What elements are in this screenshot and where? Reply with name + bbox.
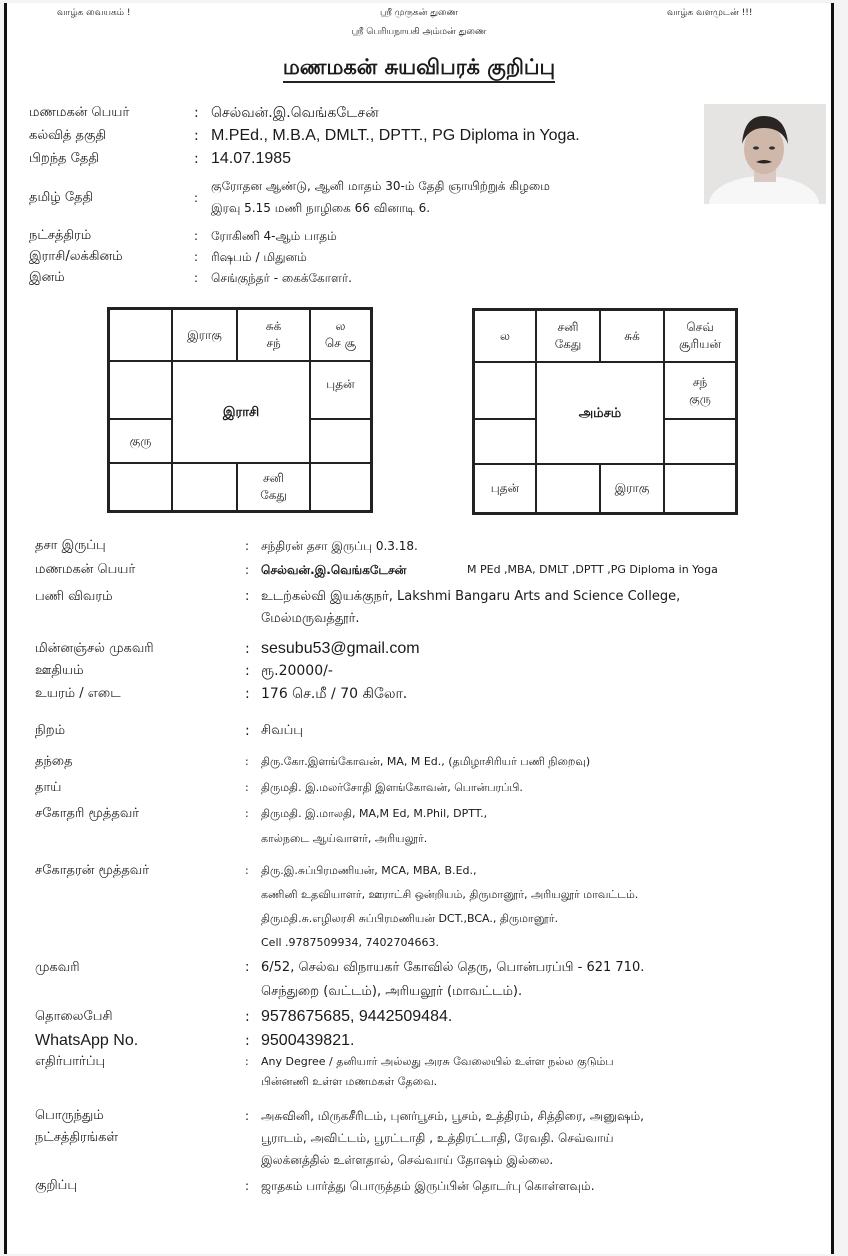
value-email: sesubu53@gmail.com	[261, 640, 420, 657]
planet-label: செ சூ	[324, 336, 357, 350]
value-education: M.PEd., M.B.A, DMLT., DPTT., PG Diploma in Yoga.	[211, 127, 580, 144]
label-height-weight: உயரம் / எடை	[35, 686, 121, 701]
rasi-chart	[107, 307, 373, 513]
value-salary: ரூ.20000/-	[261, 663, 333, 679]
colon: :	[245, 1033, 250, 1049]
colon: :	[245, 563, 250, 577]
amsam-cell	[536, 464, 600, 513]
biodata-page	[4, 3, 834, 1254]
label-expectation: எதிர்பார்ப்பு	[35, 1054, 106, 1069]
amsam-cell	[474, 464, 536, 513]
planet-label: புதன்	[326, 377, 355, 391]
greeting-right: வாழ்க வளமுடன் !!!	[667, 8, 753, 18]
amsam-title: அம்சம்	[578, 405, 622, 421]
value-expectation: Any Degree / தனியார் அல்லது அரசு வேலையில் உள்ள நல்ல குடும்ப	[261, 1055, 614, 1068]
label-rasi: இராசி/லக்கினம்	[29, 249, 123, 264]
value-matching-stars-line3: இலக்னத்தில் உள்ளதால், செவ்வாய் தோஷம் இல்லை.	[261, 1153, 554, 1167]
value-address-line2: செந்துறை (வட்டம்), அரியலூர் (மாவட்டம்).	[261, 984, 523, 999]
value-note: ஜாதகம் பார்த்து பொருத்தம் இருப்பின் தொடர்பு கொள்ளவும்.	[261, 1179, 595, 1193]
colon: :	[194, 250, 199, 264]
amsam-cell	[600, 310, 664, 362]
value-name: செல்வன்.இ.வெங்கடேசன்	[211, 105, 379, 121]
colon: :	[245, 1109, 250, 1123]
label-name: மணமகன் பெயர்	[29, 105, 130, 120]
planet-label: சுக்	[624, 328, 640, 343]
value-star: ரோகிணி 4-ஆம் பாதம்	[211, 229, 337, 243]
amsam-cell	[600, 464, 664, 513]
colon: :	[245, 960, 250, 975]
amsam-cell	[474, 419, 536, 464]
label-star: நட்சத்திரம்	[29, 228, 92, 243]
rasi-cell	[310, 309, 371, 361]
greeting-left: வாழ்க வையகம் !	[57, 8, 131, 18]
colon: :	[194, 151, 199, 167]
value-phone: 9578675685, 9442509484.	[261, 1008, 453, 1025]
value-tamil-time: இரவு 5.15 மணி நாழிகை 66 வினாடி 6.	[211, 201, 431, 215]
person-photo-icon	[704, 104, 826, 204]
title-text: மணமகன் சுயவிபரக் குறிப்பு	[283, 55, 555, 83]
value-address: 6/52, செல்வ விநாயகர் கோவில் தெரு, பொன்பரப்பி - 621 710.	[261, 960, 645, 975]
planet-label: கேது	[554, 337, 582, 351]
value-matching-stars-line2: பூராடம், அவிட்டம், பூரட்டாதி , உத்திரட்டாதி, ரேவதி. செவ்வாய்	[261, 1131, 614, 1145]
rasi-cell	[310, 361, 371, 419]
value-groom-qualification: M PEd ,MBA, DMLT ,DPTT ,PG Diploma in Yoga	[467, 563, 718, 576]
value-whatsapp: 9500439821.	[261, 1032, 355, 1049]
label-elder-sister: சகோதரி மூத்தவர்	[35, 806, 140, 821]
value-elder-brother-job: கணினி உதவியாளர், ஊராட்சி ஒன்றியம், திருமானூர், அரியலூர் மாவட்டம்.	[261, 888, 639, 901]
rasi-cell	[109, 463, 172, 511]
label-father: தந்தை	[35, 754, 73, 769]
label-note: குறிப்பு	[35, 1178, 78, 1193]
label-email: மின்னஞ்சல் முகவரி	[35, 641, 154, 656]
amsam-center	[536, 362, 664, 464]
value-elder-brother-cell: Cell .9787509934, 7402704663.	[261, 936, 440, 949]
colon: :	[245, 781, 249, 794]
colon: :	[194, 128, 199, 144]
groom-photo	[704, 104, 826, 204]
colon: :	[245, 1179, 250, 1193]
planet-label: சூரியன்	[678, 337, 722, 351]
value-father: திரு.கோ.இளங்கோவன், MA, M Ed., (தமிழாசிரியர் பணி நிறைவு)	[261, 755, 591, 768]
label-complexion: நிறம்	[35, 723, 66, 738]
rasi-cell	[310, 419, 371, 463]
planet-label: இராகு	[187, 327, 222, 342]
label-dob: பிறந்த தேதி	[29, 151, 99, 166]
label-elder-brother: சகோதரன் மூத்தவர்	[35, 863, 150, 878]
label-education: கல்வித் தகுதி	[29, 128, 107, 143]
label-whatsapp: WhatsApp No.	[35, 1032, 139, 1049]
label-mother: தாய்	[35, 780, 62, 795]
label-tamil-date: தமிழ் தேதி	[29, 190, 94, 205]
colon: :	[245, 1009, 250, 1025]
rasi-cell	[310, 463, 371, 511]
value-matching-stars: அசுவினி, மிருகசீரிடம், புனர்பூசம், பூசம், உத்திரம், சித்திரை, அனுஷம்,	[261, 1109, 644, 1123]
rasi-cell	[237, 463, 310, 511]
value-height-weight: 176 செ.மீ / 70 கிலோ.	[261, 686, 408, 702]
colon: :	[245, 539, 250, 553]
value-job: உடற்கல்வி இயக்குநர், Lakshmi Bangaru Arts and Science College,	[261, 589, 681, 604]
planet-label: குரு	[129, 433, 152, 448]
colon: :	[245, 807, 249, 820]
value-elder-brother-spouse: திருமதி.சு.எழிலரசி சுப்பிரமணியன் DCT.,BCA., திருமானூர்.	[261, 912, 559, 925]
value-dasa: சந்திரன் தசா இருப்பு 0.3.18.	[261, 539, 418, 553]
planet-label: சந்	[266, 336, 281, 350]
rasi-title: இராசி	[222, 404, 260, 420]
colon: :	[245, 686, 250, 702]
planet-label: சனி	[263, 471, 284, 485]
blessing-line-1: ஸ்ரீ முருகன் துணை	[379, 8, 459, 18]
value-dob: 14.07.1985	[211, 150, 292, 167]
rasi-cell	[172, 463, 237, 511]
planet-label: கேது	[260, 488, 287, 502]
planet-label: ல	[500, 328, 510, 343]
label-salary: ஊதியம்	[35, 663, 84, 678]
value-tamil-date: குரோதன ஆண்டு, ஆனி மாதம் 30-ம் தேதி ஞாயிற்றுக் கிழமை	[211, 179, 550, 193]
rasi-cell	[109, 361, 172, 419]
page-title	[7, 55, 831, 82]
rasi-cell	[109, 419, 172, 463]
value-groom-name: செல்வன்.இ.வெங்கடேசன்	[261, 563, 407, 577]
value-complexion: சிவப்பு	[261, 723, 303, 738]
label-phone: தொலைபேசி	[35, 1009, 113, 1024]
value-elder-brother: திரு.இ.சுப்பிரமணியன், MCA, MBA, B.Ed.,	[261, 864, 477, 877]
amsam-cell	[664, 464, 736, 513]
value-job-place: மேல்மருவத்தூர்.	[261, 611, 360, 626]
colon: :	[245, 864, 249, 877]
colon: :	[245, 755, 249, 768]
rasi-cell	[172, 309, 237, 361]
rasi-cell	[109, 309, 172, 361]
value-community: செங்குந்தர் - கைக்கோளர்.	[211, 271, 352, 285]
colon: :	[245, 723, 250, 739]
value-elder-sister: திருமதி. இ.மாலதி, MA,M Ed, M.Phil, DPTT.,	[261, 807, 488, 820]
colon: :	[245, 663, 250, 679]
label-job: பணி விவரம்	[35, 589, 113, 604]
planet-label: சந்	[692, 374, 708, 389]
blessing-line-2: ஸ்ரீ பெரியநாயகி அம்மன் துணை	[351, 27, 487, 37]
colon: :	[194, 271, 199, 285]
label-address: முகவரி	[35, 960, 80, 975]
planet-label: ல	[335, 319, 346, 333]
value-elder-sister-job: கால்நடை ஆய்வாளர், அரியலூர்.	[261, 832, 428, 845]
colon: :	[245, 641, 250, 657]
amsam-chart	[472, 308, 738, 515]
colon: :	[245, 589, 250, 604]
amsam-cell	[536, 310, 600, 362]
label-matching-stars-line2: நட்சத்திரங்கள்	[35, 1130, 119, 1145]
colon: :	[194, 229, 199, 243]
planet-label: இராகு	[614, 481, 650, 495]
rasi-center	[172, 361, 310, 463]
planet-label: புதன்	[490, 481, 520, 495]
planet-label: சுக்	[265, 319, 282, 333]
amsam-cell	[664, 362, 736, 419]
planet-label: குரு	[689, 391, 711, 406]
planet-label: செவ்	[686, 320, 714, 334]
value-mother: திருமதி. இ.மலர்சோதி இளங்கோவன், பொன்பரப்பி.	[261, 781, 523, 794]
rasi-cell	[237, 309, 310, 361]
label-community: இனம்	[29, 270, 65, 285]
colon: :	[194, 105, 199, 121]
amsam-cell	[664, 419, 736, 464]
amsam-cell	[664, 310, 736, 362]
value-rasi: ரிஷபம் / மிதுனம்	[211, 250, 307, 264]
value-expectation-line2: பின்னணி உள்ள மணமகள் தேவை.	[261, 1075, 438, 1088]
label-groom-name: மணமகன் பெயர்	[35, 562, 136, 577]
amsam-cell	[474, 362, 536, 419]
amsam-cell	[474, 310, 536, 362]
colon: :	[245, 1055, 249, 1068]
planet-label: சனி	[557, 320, 579, 334]
label-dasa: தசா இருப்பு	[35, 538, 106, 553]
colon: :	[194, 191, 199, 205]
label-matching-stars: பொருந்தும்	[35, 1108, 104, 1123]
